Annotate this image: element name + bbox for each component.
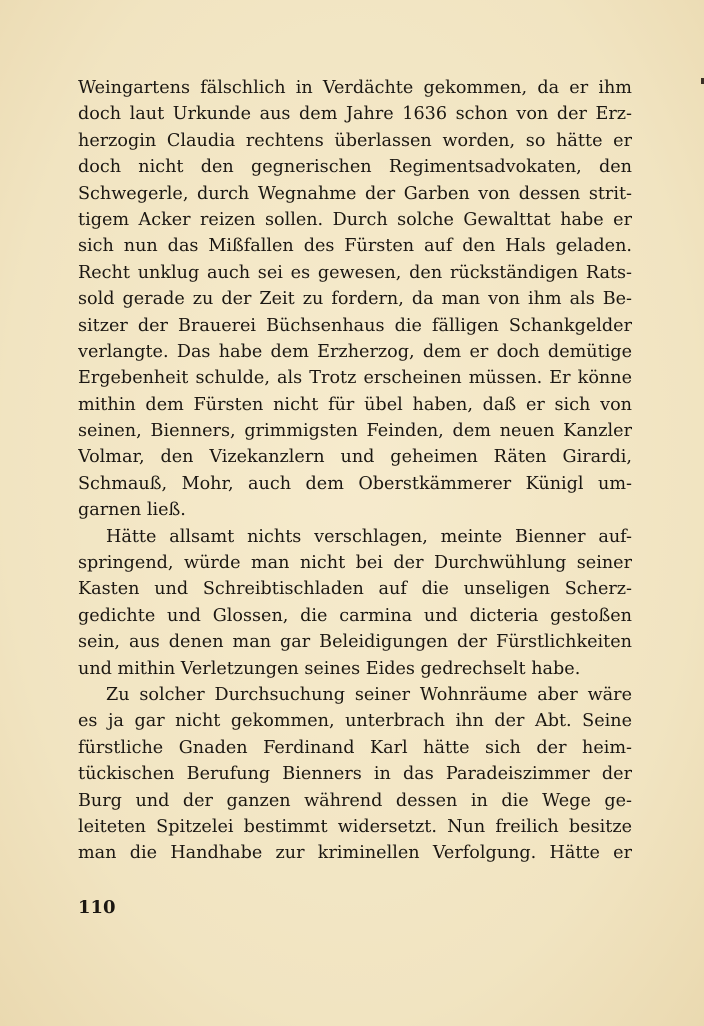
paragraph-end-line: und mithin Verletzungen seines Eides gedrechselt habe. — [78, 658, 581, 679]
paragraph-end-line: garnen ließ. — [78, 500, 186, 521]
text-line: Burg und der ganzen während dessen in die Wege ge- — [78, 790, 632, 811]
text-line: sein, aus denen man gar Beleidigungen der Fürstlichkeiten — [78, 632, 632, 653]
text-line: doch laut Urkunde aus dem Jahre 1636 schon von der Erz- — [78, 104, 632, 125]
text-line: Recht unklug auch sei es gewesen, den rückständigen Rats- — [78, 262, 632, 283]
paragraph-start-line: Hätte allsamt nichts verschlagen, meinte Bienner auf- — [106, 526, 632, 547]
text-line: doch nicht den gegnerischen Regimentsadvokaten, den — [78, 157, 632, 178]
text-line: tückischen Berufung Bienners in das Paradeiszimmer der — [78, 764, 632, 785]
paragraph-start-line: Zu solcher Durchsuchung seiner Wohnräume aber wäre — [106, 684, 632, 705]
text-line: tigem Acker reizen sollen. Durch solche Gewalttat habe er — [78, 209, 632, 230]
text-line: mithin dem Fürsten nicht für übel haben, daß er sich von — [78, 394, 632, 415]
text-line: Weingartens fälschlich in Verdächte gekommen, da er ihm — [78, 78, 632, 98]
text-line: springend, würde man nicht bei der Durchwühlung seiner — [78, 553, 632, 574]
text-line: sich nun das Mißfallen des Fürsten auf den Hals geladen. — [78, 236, 632, 257]
page-number: 110 — [78, 897, 116, 918]
text-line: Schmauß, Mohr, auch dem Oberstkämmerer Künigl um- — [78, 473, 632, 494]
text-line: es ja gar nicht gekommen, unterbrach ihn der Abt. Seine — [78, 711, 632, 732]
text-line: sold gerade zu der Zeit zu fordern, da man von ihm als Be- — [78, 289, 632, 310]
text-line: Kasten und Schreibtischladen auf die unseligen Scherz- — [78, 579, 632, 600]
text-line: Volmar, den Vizekanzlern und geheimen Räten Girardi, — [78, 447, 632, 468]
text-line: verlangte. Das habe dem Erzherzog, dem er doch demütige — [78, 341, 632, 362]
text-line: Ergebenheit schulde, als Trotz erscheinen müssen. Er könne — [78, 368, 632, 389]
text-line: gedichte und Glossen, die carmina und dicteria gestoßen — [78, 605, 632, 626]
text-line: man die Handhabe zur kriminellen Verfolgung. Hätte er — [78, 843, 632, 864]
text-line: seinen, Bienners, grimmigsten Feinden, dem neuen Kanzler — [78, 421, 632, 442]
text-line: fürstliche Gnaden Ferdinand Karl hätte sich der heim- — [78, 737, 632, 758]
text-line: herzogin Claudia rechtens überlassen worden, so hätte er — [78, 130, 632, 151]
text-line: sitzer der Brauerei Büchsenhaus die fälligen Schankgelder — [78, 315, 632, 336]
text-line: leiteten Spitzelei bestimmt widersetzt. Nun freilich besitze — [78, 816, 632, 837]
body-text — [78, 75, 632, 867]
text-line: Schwegerle, durch Wegnahme der Garben von dessen strit- — [78, 183, 632, 204]
